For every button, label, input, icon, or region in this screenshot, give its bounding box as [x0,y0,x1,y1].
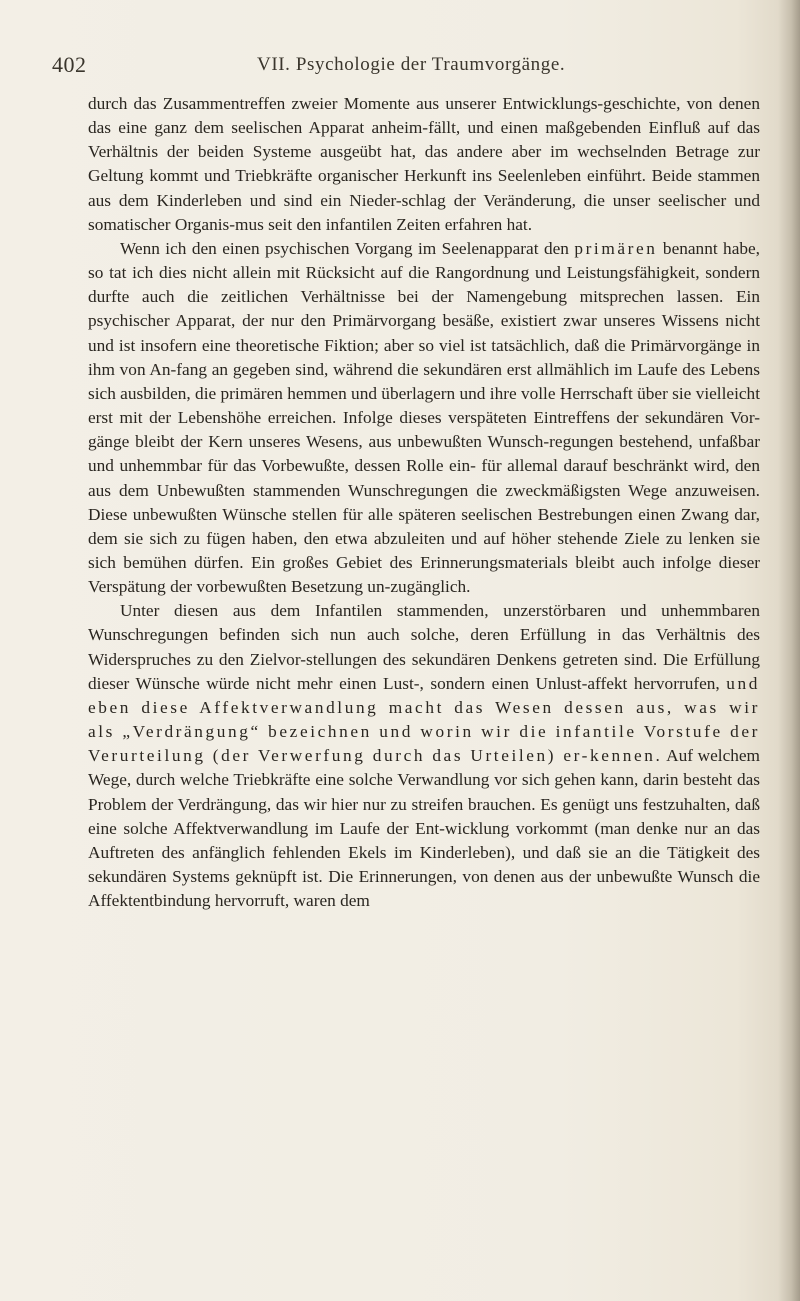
paragraph-text: Unter diesen aus dem Infantilen stammenden, unzerstörbaren und unhemmbaren Wunschregungen befinden sich nun auch solche, deren Erfüllung in das Verhältnis des Widerspruches zu den Zielvor-stellungen des sekundären Denkens getreten sind. Die Erfüllung dieser Wünsche würde nicht mehr einen Lust-, sondern einen Unlust-affekt hervorrufen, [88,601,760,693]
page-number: 402 [52,52,87,77]
emphasized-term: primären [574,238,658,258]
running-head: VII. Psychologie der Traumvorgänge. [257,54,566,75]
body-text [88,92,760,913]
emphasized-passage: und eben diese Affektverwandlung macht das Wesen dessen aus, was wir als „Verdrängung“ bezeichnen und worin wir die infantile Vorstufe der Verurteilung (der Verwerfung durch das Urteilen) er-kennen. [88,673,760,766]
paragraph-text: Auf welchem Wege, durch welche Triebkräfte eine solche Verwandlung vor sich gehen kann, darin besteht das Problem der Verdrängung, das wir hier nur zu streifen brauchen. Es genügt uns festzuhalten, daß eine solche Affektverwandlung im Laufe der Ent-wicklung vorkommt (man denke nur an das Auftreten des anfänglich fehlenden Ekels im Kinderleben), und daß sie an die Tätigkeit des sekundären Systems geknüpft ist. Die Erinnerungen, von denen aus der unbewußte Wunsch die Affektentbindung hervorruft, waren dem [88,746,760,911]
paragraph-text: Wenn ich den einen psychischen Vorgang im Seelenapparat den [120,238,575,258]
paragraph-1 [88,92,760,237]
page-edge-shadow [778,0,800,1301]
paragraph-2 [88,237,760,599]
page-header [52,52,752,86]
paragraph-text: durch das Zusammentreffen zweier Momente aus unserer Entwicklungs-geschichte, von denen das eine ganz dem seelischen Apparat anheim-fällt, und einen maßgebenden Einfluß auf das Verhältnis der beiden Systeme ausgeübt hat, das andere aber im wechselnden Betrage zur Geltung kommt und Triebkräfte organischer Herkunft ins Seelenleben einführt. Beide stammen aus dem Kinderleben und sind ein Nieder-schlag der Veränderung, die unser seelischer und somatischer Organis-mus seit den infantilen Zeiten erfahren hat. [88,94,760,234]
paragraph-text: benannt habe, so tat ich dies nicht allein mit Rücksicht auf die Rangordnung und Leistungsfähigkeit, sondern durfte auch die zeitlichen Verhältnisse bei der Namengebung mitsprechen lassen. Ein psychischer Apparat, der nur den Primärvorgang besäße, existiert zwar unseres Wissens nicht und ist insofern eine theoretische Fiktion; aber so viel ist tatsächlich, daß die Primärvorgänge in ihm von An-fang an gegeben sind, während die sekundären erst allmählich im Laufe des Lebens sich ausbilden, die primären hemmen und überlagern und ihre volle Herrschaft über sie vielleicht erst mit der Lebenshöhe erreichen. Infolge dieses verspäteten Eintreffens der sekundären Vor-gänge bleibt der Kern unseres Wesens, aus unbewußten Wunsch-regungen bestehend, unfaßbar und unhemmbar für das Vorbewußte, dessen Rolle ein- für allemal darauf beschränkt wird, den aus dem Unbewußten stammenden Wunschregungen die zweckmäßigsten Wege anzuweisen. Diese unbewußten Wünsche stellen für alle späteren seelischen Bestrebungen einen Zwang dar, dem sie sich zu fügen haben, den etwa abzuleiten und auf höher stehende Ziele zu lenken sie sich bemühen dürfen. Ein großes Gebiet des Erinnerungsmaterials bleibt auch infolge dieser Verspätung der vorbewußten Besetzung un-zugänglich. [88,238,760,597]
paragraph-3 [88,599,760,913]
